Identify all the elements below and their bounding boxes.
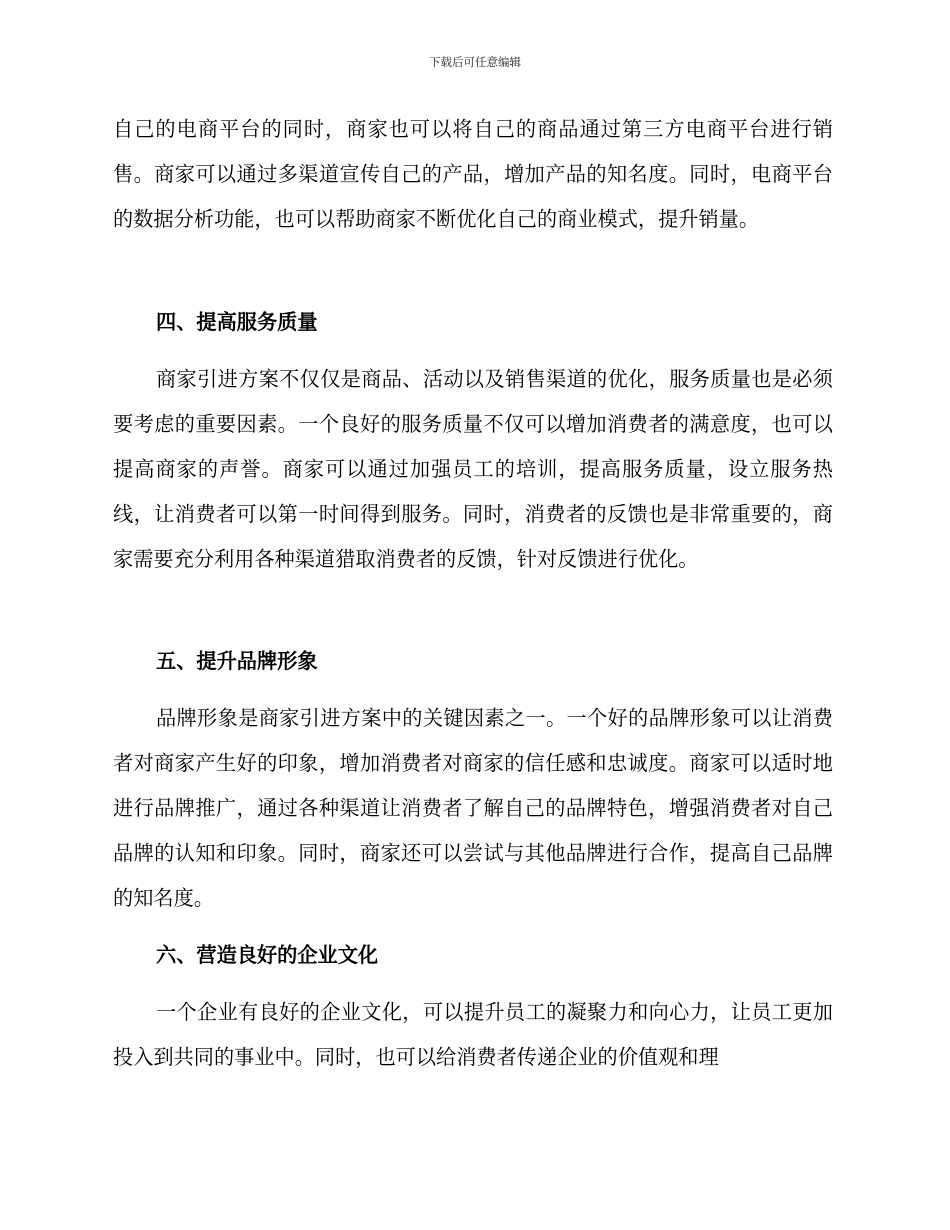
section-heading-4: 四、提高服务质量 bbox=[156, 310, 318, 334]
section-heading-5: 五、提升品牌形象 bbox=[156, 649, 318, 673]
section-heading-6: 六、营造良好的企业文化 bbox=[156, 943, 379, 967]
paragraph-service-quality: 商家引进方案不仅仅是商品、活动以及销售渠道的优化，服务质量也是必须要考虑的重要因素。一个良好的服务质量不仅可以增加消费者的满意度，也可以提高商家的声誉。商家可以通过加强员工的培训，提高服务质量，设立服务热线，让消费者可以第一时间得到服务。同时，消费者的反馈也是非常重要的，商家需要充分利用各种渠道猎取消费者的反馈，针对反馈进行优化。 bbox=[113, 367, 833, 571]
paragraph-brand-image: 品牌形象是商家引进方案中的关键因素之一。一个好的品牌形象可以让消费者对商家产生好的印象，增加消费者对商家的信任感和忠诚度。商家可以适时地进行品牌推广，通过各种渠道让消费者了解自己的品牌特色，增强消费者对自己品牌的认知和印象。同时，商家还可以尝试与其他品牌进行合作，提高自己品牌的知名度。 bbox=[113, 706, 833, 910]
paragraph-continuation: 自己的电商平台的同时，商家也可以将自己的商品通过第三方电商平台进行销售。商家可以通过多渠道宣传自己的产品，增加产品的知名度。同时，电商平台的数据分析功能，也可以帮助商家不断优化自己的商业模式，提升销量。 bbox=[113, 117, 833, 231]
page-header: 下载后可任意编辑 bbox=[429, 55, 521, 69]
paragraph-corporate-culture: 一个企业有良好的企业文化，可以提升员工的凝聚力和向心力，让员工更加投入到共同的事业中。同时，也可以给消费者传递企业的价值观和理 bbox=[113, 1000, 833, 1069]
